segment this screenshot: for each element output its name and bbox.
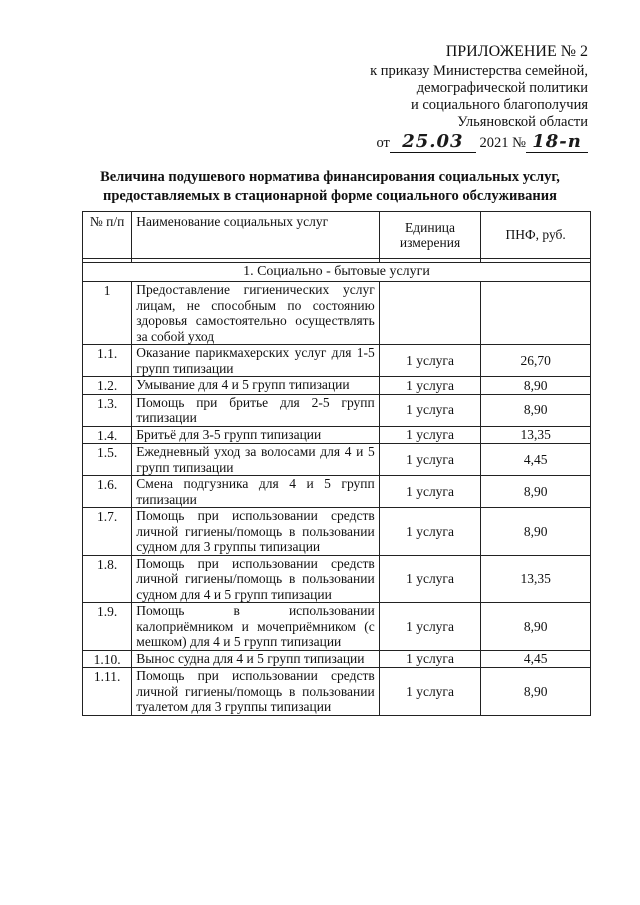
header-pnf: ПНФ, руб.: [481, 212, 591, 259]
order-year: 2021 №: [479, 135, 526, 151]
row-pnf: 8,90: [481, 394, 591, 426]
row-pnf: 13,35: [481, 555, 591, 603]
row-pnf: 4,45: [481, 444, 591, 476]
row-pnf: [481, 282, 591, 345]
row-unit: 1 услуга: [379, 508, 481, 556]
order-line-4: Ульяновской области: [457, 114, 588, 130]
document-title: [60, 168, 600, 206]
row-num: 1.1.: [83, 345, 132, 377]
header-num: № п/п: [83, 212, 132, 259]
row-name: Ежедневный уход за волосами для 4 и 5 групп типизации: [132, 444, 379, 476]
table-header-row: [83, 212, 591, 259]
row-name: Оказание парикмахерских услуг для 1-5 групп типизации: [132, 345, 379, 377]
row-unit: 1 услуга: [379, 444, 481, 476]
row-unit: 1 услуга: [379, 476, 481, 508]
table-row: [83, 668, 591, 716]
row-num: 1.3.: [83, 394, 132, 426]
row-name: Помощь в использовании калоприёмником и мочеприёмником (с мешком) для 4 и 5 групп типизации: [132, 603, 379, 651]
row-pnf: 13,35: [481, 426, 591, 444]
row-pnf: 26,70: [481, 345, 591, 377]
date-prefix: от: [376, 135, 390, 151]
row-num: 1.8.: [83, 555, 132, 603]
row-name: Предоставление гигиенических услуг лицам, не способным по состоянию здоровья самостоятельно осуществлять за собой уход: [132, 282, 379, 345]
row-unit: [379, 282, 481, 345]
row-num: 1.6.: [83, 476, 132, 508]
row-num: 1.5.: [83, 444, 132, 476]
row-pnf: 4,45: [481, 650, 591, 668]
row-name: Вынос судна для 4 и 5 групп типизации: [132, 650, 379, 668]
row-num: 1.7.: [83, 508, 132, 556]
section-row: [83, 263, 591, 282]
row-name: Помощь при использовании средств личной гигиены/помощь в пользовании судном для 3 группы типизации: [132, 508, 379, 556]
order-line-2: демографической политики: [416, 80, 588, 96]
table-row: [83, 345, 591, 377]
order-date-line: [377, 133, 589, 153]
row-pnf: 8,90: [481, 508, 591, 556]
row-unit: 1 услуга: [379, 345, 481, 377]
row-pnf: 8,90: [481, 603, 591, 651]
row-unit: 1 услуга: [379, 668, 481, 716]
title-line-1: Величина подушевого норматива финансирования социальных услуг,: [100, 169, 560, 185]
table-row: [83, 476, 591, 508]
document-header: [370, 42, 588, 153]
services-table: [82, 211, 591, 716]
row-unit: 1 услуга: [379, 555, 481, 603]
row-num: 1.4.: [83, 426, 132, 444]
table-row: [83, 282, 591, 345]
row-pnf: 8,90: [481, 476, 591, 508]
section-title: 1. Социально - бытовые услуги: [83, 263, 591, 282]
row-unit: 1 услуга: [379, 650, 481, 668]
row-name: Помощь при использовании средств личной гигиены/помощь в пользовании судном для 4 и 5 групп типизации: [132, 555, 379, 603]
row-unit: 1 услуга: [379, 603, 481, 651]
table-row: [83, 650, 591, 668]
row-pnf: 8,90: [481, 377, 591, 395]
row-unit: 1 услуга: [379, 377, 481, 395]
row-num: 1: [83, 282, 132, 345]
order-line-3: и социального благополучия: [410, 97, 588, 113]
header-name: Наименование социальных услуг: [132, 212, 379, 259]
row-pnf: 8,90: [481, 668, 591, 716]
table-row: [83, 426, 591, 444]
row-num: 1.2.: [83, 377, 132, 395]
table-row: [83, 444, 591, 476]
table-row: [83, 508, 591, 556]
row-num: 1.10.: [83, 650, 132, 668]
table-row: [83, 394, 591, 426]
handwritten-date: 25.03: [402, 131, 464, 152]
row-num: 1.9.: [83, 603, 132, 651]
row-num: 1.11.: [83, 668, 132, 716]
table-row: [83, 377, 591, 395]
table-row: [83, 603, 591, 651]
order-line-1: к приказу Министерства семейной,: [370, 63, 588, 79]
header-unit: Единица измерения: [379, 212, 481, 259]
table-row: [83, 555, 591, 603]
row-name: Бритьё для 3-5 групп типизации: [132, 426, 379, 444]
row-name: Помощь при использовании средств личной гигиены/помощь в пользовании туалетом для 3 группы типизации: [132, 668, 379, 716]
row-unit: 1 услуга: [379, 426, 481, 444]
row-name: Помощь при бритье для 2-5 групп типизации: [132, 394, 379, 426]
title-line-2: предоставляемых в стационарной форме социального обслуживания: [103, 188, 557, 204]
row-name: Смена подгузника для 4 и 5 групп типизации: [132, 476, 379, 508]
row-unit: 1 услуга: [379, 394, 481, 426]
row-name: Умывание для 4 и 5 групп типизации: [132, 377, 379, 395]
appendix-label: ПРИЛОЖЕНИЕ № 2: [445, 43, 588, 60]
handwritten-number: 18-п: [532, 131, 582, 152]
